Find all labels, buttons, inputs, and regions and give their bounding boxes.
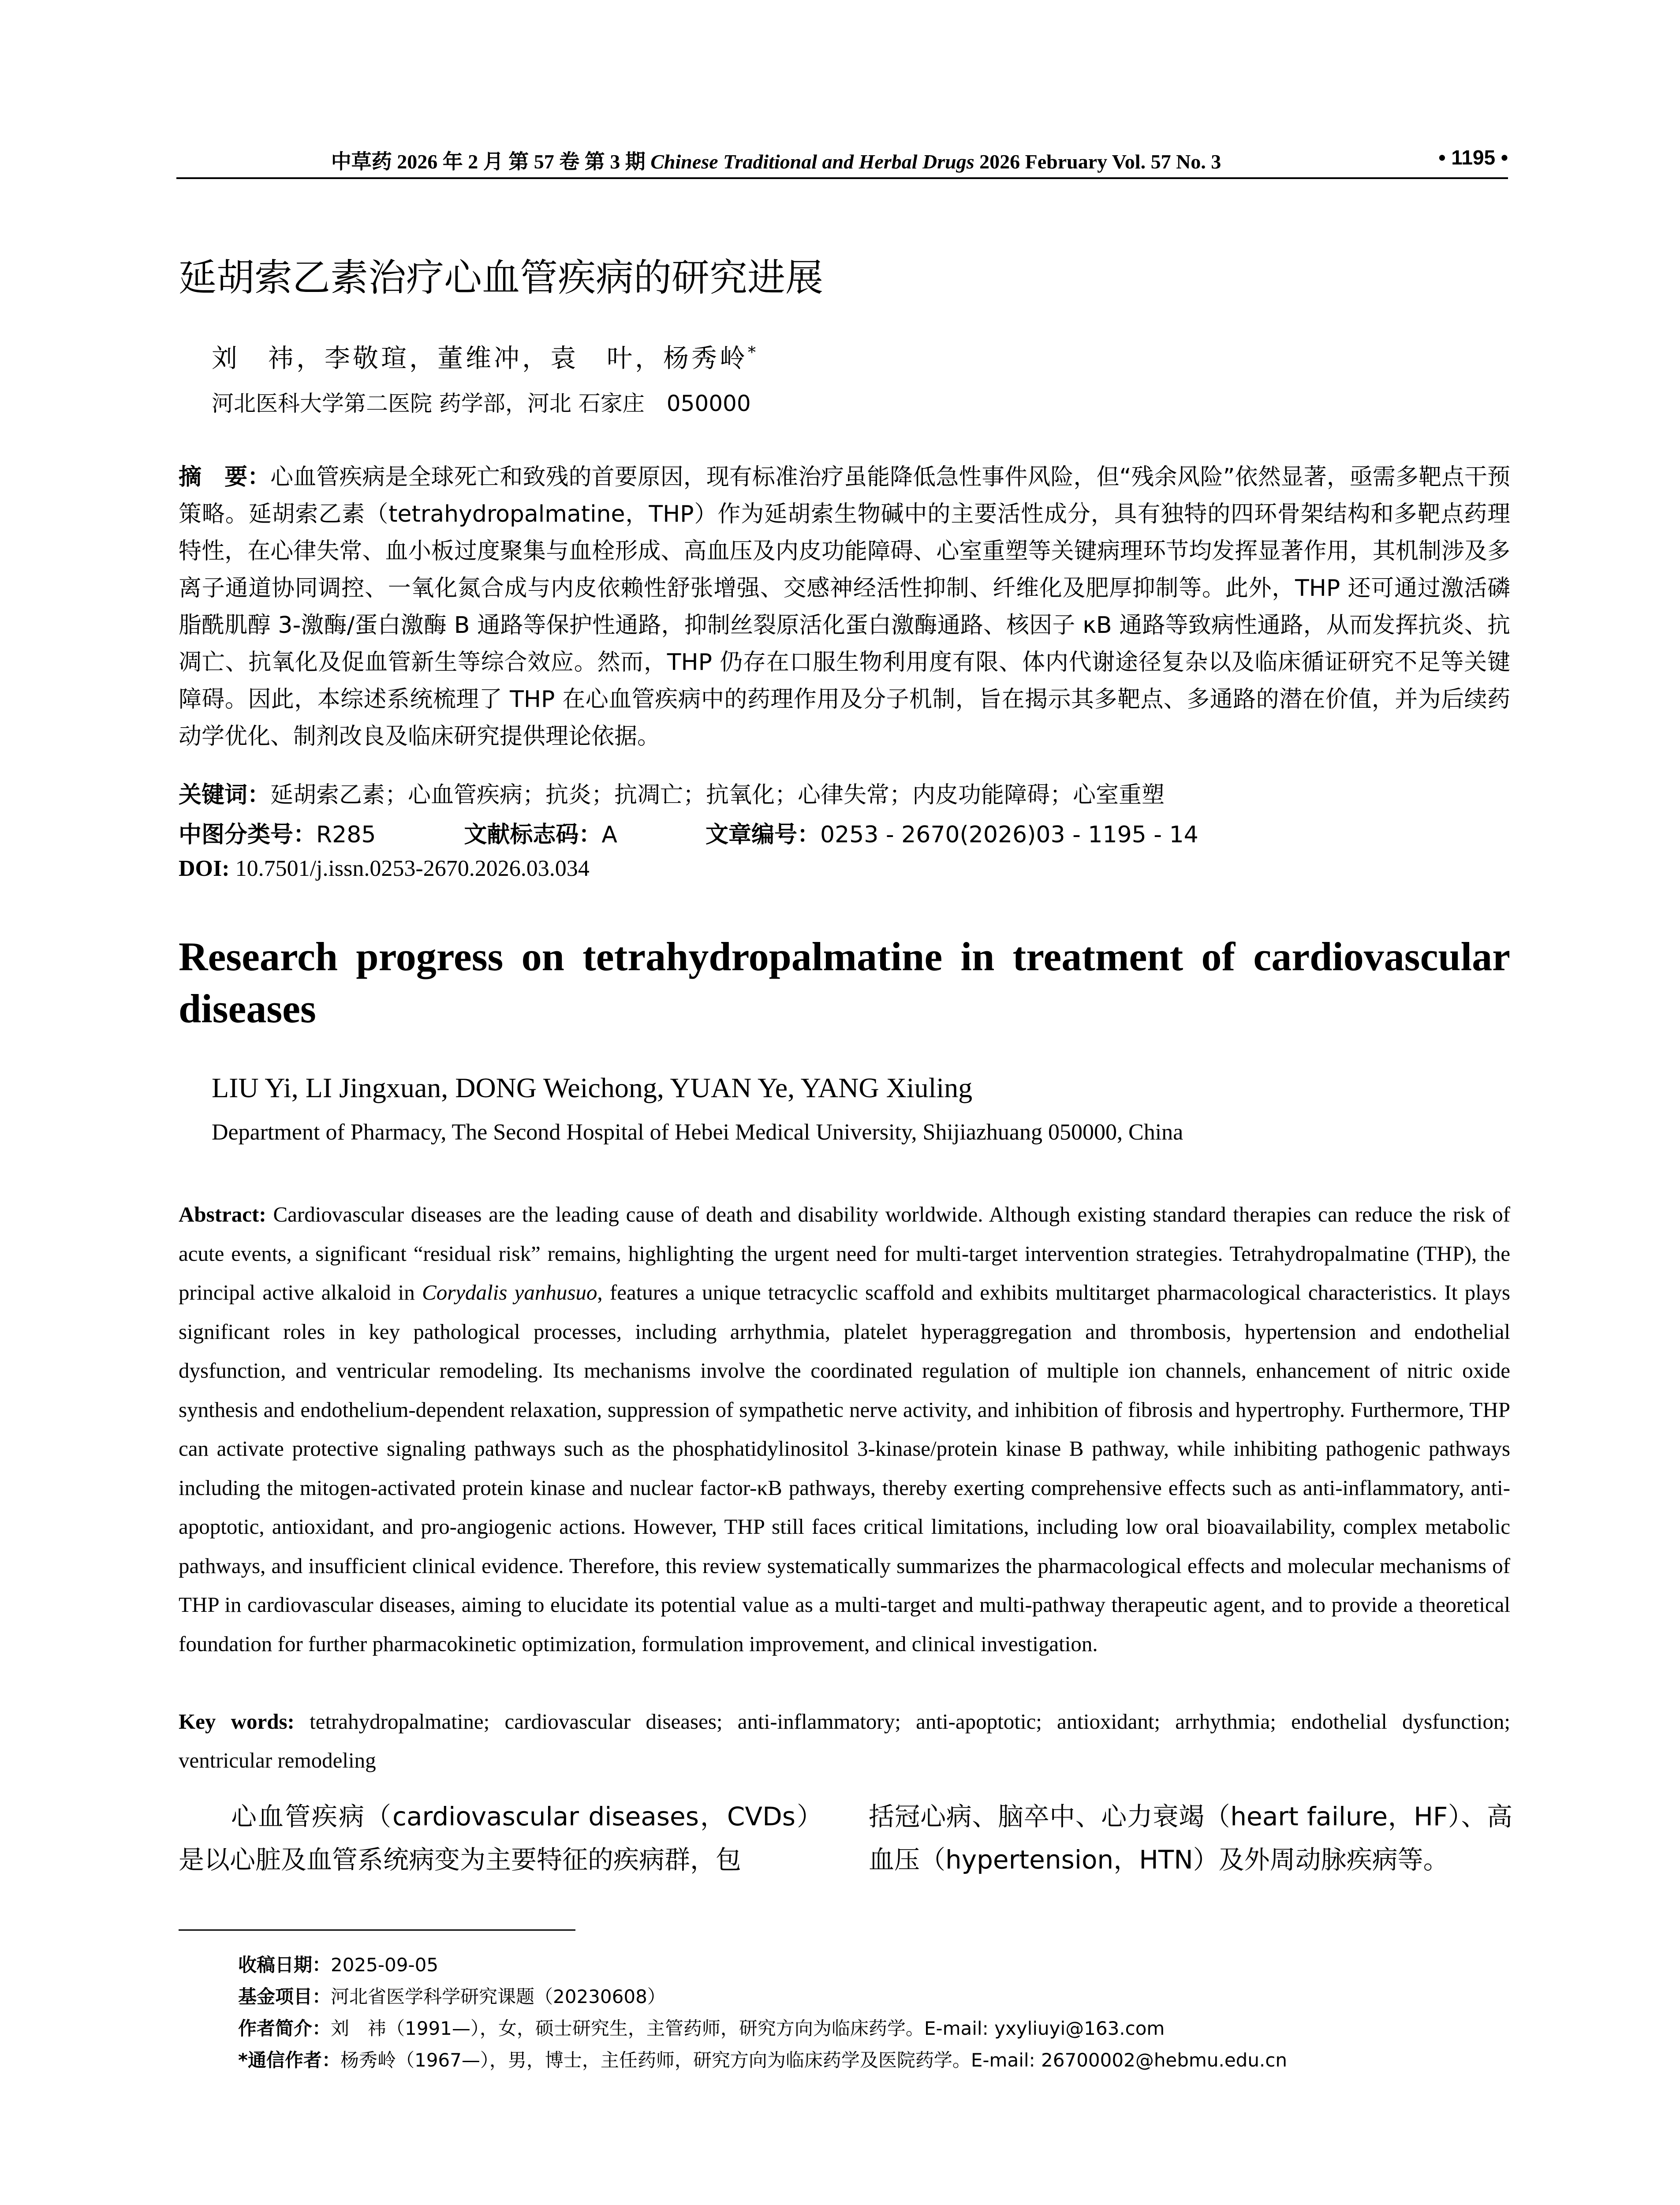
doi-value[interactable]: 10.7501/j.issn.0253-2670.2026.03.034 (235, 856, 590, 881)
body-text-left: 心血管疾病（cardiovascular diseases，CVDs）是以心脏及血管系统病变为主要特征的疾病群，包 (179, 1801, 822, 1875)
article-no-value: 0253 - 2670(2026)03 - 1195 - 14 (820, 822, 1198, 848)
issue-date-cn: 2026 年 2 月 第 57 卷 第 3 期 (397, 150, 646, 173)
en-authors: LIU Yi, LI Jingxuan, DONG Weichong, YUAN Ye, YANG Xiuling (212, 1072, 973, 1103)
cn-abstract-text: 心血管疾病是全球死亡和致残的首要原因，现有标准治疗虽能降低急性事件风险，但“残余风险”依然显著，亟需多靶点干预策略。延胡索乙素（tetrahydropalmatine，THP）作为延胡索生物碱中的主要活性成分，具有独特的四环骨架结构和多靶点药理特性，在心律失常、血小板过度聚集与血栓形成、高血压及内皮功能障碍、心室重塑等关键病理环节均发挥显著作用，其机制涉及多离子通道协同调控、一氧化氮合成与内皮依赖性舒张增强、交感神经活性抑制、纤维化及肥厚抑制等。此外，THP 还可通过激活磷脂酰肌醇 3-激酶/蛋白激酶 B 通路等保护性通路，抑制丝裂原活化蛋白激酶通路、核因子 κB 通路等致病性通路，从而发挥抗炎、抗凋亡、抗氧化及促血管新生等综合效应。然而，THP 仍存在口服生物利用度有限、体内代谢途径复杂以及临床循证研究不足等关键障碍。因此，本综述系统梳理了 THP 在心血管疾病中的药理作用及分子机制，旨在揭示其多靶点、多通路的潜在价值，并为后续药动学优化、制剂改良及临床研究提供理论依据。 (179, 464, 1510, 750)
footnote-fund (238, 1981, 1517, 2013)
en-title: Research progress on tetrahydropalmatine in treatment of cardiovascular diseases (179, 934, 1510, 1031)
corresponding-mark: * (748, 344, 759, 362)
en-abstract (179, 1195, 1510, 1663)
body-column-right (869, 1795, 1512, 1881)
body-text-right: 括冠心病、脑卒中、心力衰竭（heart failure，HF）、高血压（hypertension，HTN）及外周动脉疾病等。 (869, 1801, 1512, 1875)
footnote-received (238, 1949, 1517, 1981)
page-number: • 1195 • (1438, 146, 1508, 169)
en-keywords-label: Key words: (179, 1709, 295, 1734)
footnote-rule (179, 1929, 575, 1931)
doi (179, 856, 590, 882)
en-abstract-species: Corydalis yanhusuo (422, 1280, 597, 1304)
en-keywords-text: tetrahydropalmatine; cardiovascular diseases; anti-inflammatory; anti-apoptotic; antioxidant; arrhythmia; endothelial dysfunction; ventricular remodeling (179, 1709, 1511, 1772)
fund-label: 基金项目： (238, 1986, 331, 2007)
classification-line (179, 816, 1510, 849)
fund-value: 河北省医学科学研究课题（20230608） (331, 1986, 666, 2007)
clc-label: 中图分类号： (179, 822, 317, 848)
footnotes (238, 1949, 1517, 2076)
en-keywords (179, 1702, 1510, 1780)
cn-affiliation: 河北医科大学第二医院 药学部，河北 石家庄 050000 (212, 391, 751, 416)
body-column-left (179, 1795, 822, 1881)
en-abstract-text-1: Cardiovascular diseases are the leading cause of death and disability worldwide. Although existing standard therapies can reduce the risk of acute events, a significant “residual risk” remains, highlighting the urgent need for multi-target intervention strategies. Tetrahydropalmatine (THP), the principal active alkaloid in (179, 1202, 1511, 1304)
corr-label: *通信作者： (238, 2049, 340, 2071)
journal-name-en: Chinese Traditional and Herbal Drugs (650, 150, 974, 173)
doi-label: DOI: (179, 856, 230, 881)
author-label: 作者简介： (238, 2018, 331, 2039)
en-abstract-label: Abstract: (179, 1202, 266, 1226)
article-no-label: 文章编号： (706, 822, 821, 848)
en-abstract-text-2: , features a unique tetracyclic scaffold and exhibits multitarget pharmacological characteristics. It plays significant roles in key pathological processes, including arrhythmia, platelet hyperaggregation and thrombosis, hypertension and endothelial dysfunction, and ventricular remodeling. Its mechanisms involve the coordinated regulation of multiple ion channels, enhancement of nitric oxide synthesis and endothelium-dependent relaxation, suppression of sympathetic nerve activity, and inhibition of fibrosis and hypertrophy. Furthermore, THP can activate protective signaling pathways such as the phosphatidylinositol 3-kinase/protein kinase B pathway, while inhibiting pathogenic pathways including the mitogen-activated protein kinase and nuclear factor-κB pathways, thereby exerting comprehensive effects such as anti-inflammatory, anti-apoptotic, antioxidant, and pro-angiogenic actions. However, THP still faces critical limitations, including low oral bioavailability, complex metabolic pathways, and insufficient clinical evidence. Therefore, this review systematically summarizes the pharmacological effects and molecular mechanisms of THP in cardiovascular diseases, aiming to elucidate its potential value as a multi-target and multi-pathway therapeutic agent, and to provide a theoretical foundation for further pharmacokinetic optimization, formulation improvement, and clinical investigation. (179, 1280, 1510, 1656)
journal-header (176, 146, 1376, 175)
cn-keywords-text: 延胡索乙素；心血管疾病；抗炎；抗凋亡；抗氧化；心律失常；内皮功能障碍；心室重塑 (270, 782, 1165, 808)
received-value: 2025-09-05 (331, 1954, 439, 1976)
received-label: 收稿日期： (238, 1954, 331, 1976)
cn-abstract (179, 459, 1510, 755)
footnote-corresponding (238, 2044, 1517, 2076)
cn-abstract-label: 摘 要： (179, 464, 271, 490)
running-header (176, 141, 1508, 181)
corr-value: 杨秀岭（1967—），男，博士，主任药师，研究方向为临床药学及医院药学。E-mail: 26700002@hebmu.edu.cn (340, 2049, 1287, 2071)
footnote-author (238, 2013, 1517, 2044)
doc-code-label: 文献标志码： (464, 822, 602, 848)
en-affiliation: Department of Pharmacy, The Second Hospital of Hebei Medical University, Shijiazhuang 050000, China (212, 1120, 1183, 1145)
cn-author-list: 刘 祎，李敬瑄，董维冲，袁 叶，杨秀岭 (212, 343, 748, 373)
cn-authors (212, 337, 758, 374)
cn-keywords (179, 776, 1510, 809)
clc-value: R285 (316, 822, 376, 848)
journal-brand: 中草药 (331, 149, 392, 173)
doc-code-value: A (601, 822, 617, 848)
cn-keywords-label: 关键词： (179, 782, 271, 808)
issue-date-en: 2026 February Vol. 57 No. 3 (979, 150, 1221, 173)
header-rule (176, 177, 1508, 179)
author-value: 刘 祎（1991—），女，硕士研究生，主管药师，研究方向为临床药学。E-mail: yxyliuyi@163.com (331, 2018, 1165, 2039)
cn-title: 延胡索乙素治疗心血管疾病的研究进展 (179, 256, 823, 300)
